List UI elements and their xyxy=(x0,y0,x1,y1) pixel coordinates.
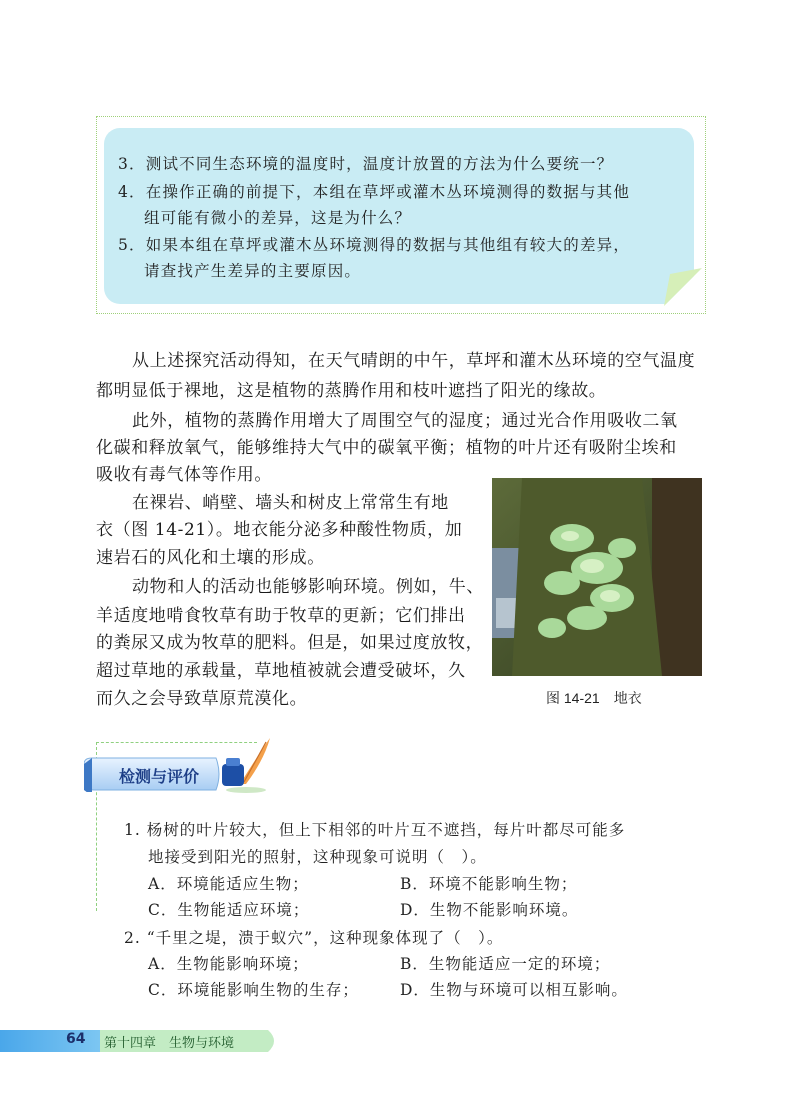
chapter-title: 第十四章 生物与环境 xyxy=(104,1036,235,1051)
question-1-stem: 1. 杨树的叶片较大，但上下相邻的叶片互不遮挡，每片叶都尽可能多 xyxy=(124,821,626,839)
page-number: 64 xyxy=(66,1031,86,1047)
paragraph-line: 的粪尿又成为牧草的肥料。但是，如果过度放牧， xyxy=(96,633,484,653)
question-4: 4．在操作正确的前提下，本组在草坪或灌木丛环境测得的数据与其他 xyxy=(118,183,631,201)
lichen-photo xyxy=(492,478,702,676)
paragraph-line: 此外，植物的蒸腾作用增大了周围空气的湿度；通过光合作用吸收二氧 xyxy=(132,411,678,431)
option-d: D．生物与环境可以相互影响。 xyxy=(400,981,628,999)
option-d: D．生物不能影响环境。 xyxy=(400,901,579,919)
evaluation-title: 检测与评价 xyxy=(119,767,200,786)
question-5: 5．如果本组在草坪或灌木丛环境测得的数据与其他组有较大的差异， xyxy=(118,236,631,254)
paragraph-line: 而久之会导致草原荒漠化。 xyxy=(96,689,308,709)
question-1-stem-cont: 地接受到阳光的照射，这种现象可说明（ ）。 xyxy=(148,848,487,866)
option-c: C．环境能影响生物的生存； xyxy=(148,981,359,999)
paragraph-line: 从上述探究活动得知，在天气晴朗的中午，草坪和灌木丛环境的空气温度 xyxy=(132,351,696,371)
paragraph-line: 在裸岩、峭壁、墙头和树皮上常常生有地 xyxy=(132,493,449,513)
option-b: B．环境不能影响生物； xyxy=(400,875,578,893)
paragraph-line: 动物和人的活动也能够影响环境。例如，牛、 xyxy=(132,577,484,597)
question-3: 3．测试不同生态环境的温度时，温度计放置的方法为什么要统一？ xyxy=(118,155,614,173)
paragraph-line: 吸收有毒气体等作用。 xyxy=(96,465,272,485)
paragraph-line: 都明显低于裸地，这是植物的蒸腾作用和枝叶遮挡了阳光的缘故。 xyxy=(96,381,607,401)
inkpot-quill-icon xyxy=(216,734,272,794)
page-fold-corner xyxy=(664,266,704,308)
option-c: C．生物能适应环境； xyxy=(148,901,310,919)
paragraph-line: 速岩石的风化和土壤的形成。 xyxy=(96,548,325,568)
option-a: A．环境能适应生物； xyxy=(148,875,309,893)
option-b: B．生物能适应一定的环境； xyxy=(400,955,611,973)
option-a: A．生物能影响环境； xyxy=(148,955,309,973)
question-2-stem: 2. “千里之堤，溃于蚁穴”，这种现象体现了（ ）。 xyxy=(124,929,504,947)
paragraph-line: 衣（图 14-21）。地衣能分泌多种酸性物质，加 xyxy=(96,520,463,540)
paragraph-line: 化碳和释放氧气，能够维持大气中的碳氧平衡；植物的叶片还有吸附尘埃和 xyxy=(96,438,677,458)
question-4-cont: 组可能有微小的差异，这是为什么？ xyxy=(144,209,412,227)
question-5-cont: 请查找产生差异的主要原因。 xyxy=(144,262,362,280)
figure-caption: 图 14-21 地衣 xyxy=(546,690,642,706)
paragraph-line: 羊适度地啃食牧草有助于牧草的更新；它们排出 xyxy=(96,606,466,626)
paragraph-line: 超过草地的承载量，草地植被就会遭受破坏，久 xyxy=(96,661,466,681)
